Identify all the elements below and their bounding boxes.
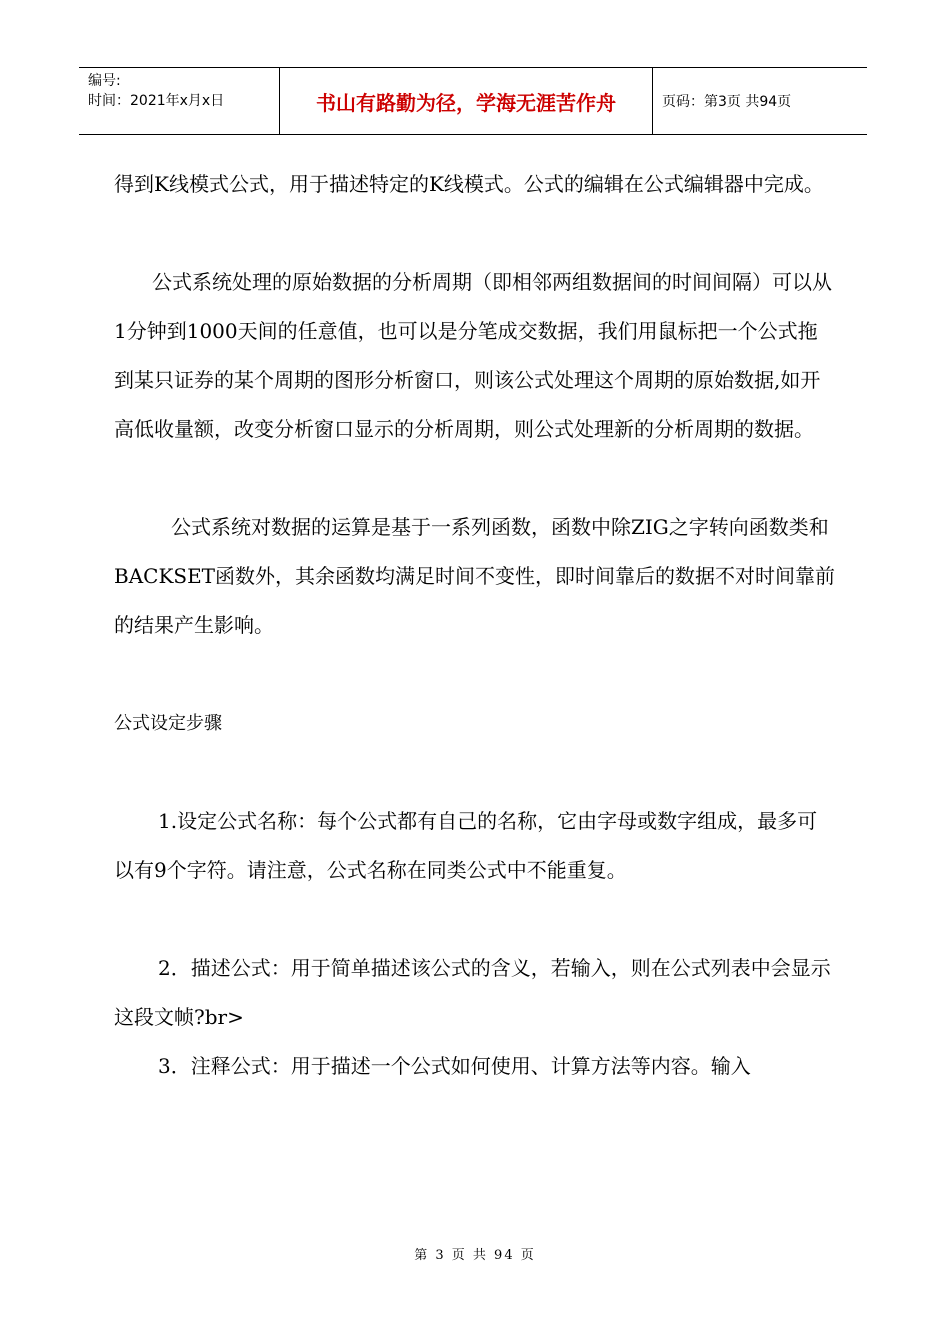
header-page-info: 页码：第3页 共94页: [662, 94, 792, 110]
step-1: 1.设定公式名称：每个公式都有自己的名称，它由字母或数字组成，最多可以有9个字符。请注意，公式名称在同类公式中不能重复。: [114, 809, 818, 882]
paragraph-3: 公式系统对数据的运算是基于一系列函数，函数中除ZIG之字转向函数类和BACKSET函数外，其余函数均满足时间不变性，即时间靠后的数据不对时间靠前的结果产生影响。: [114, 515, 836, 637]
step-2: 2．描述公式：用于简单描述该公式的含义，若输入，则在公式列表中会显示这段文帧?br>: [114, 956, 831, 1029]
page-header: [79, 67, 867, 135]
spacer: [114, 209, 836, 258]
step-3: 3．注释公式：用于描述一个公式如何使用、计算方法等内容。输入: [158, 1054, 751, 1078]
spacer: [114, 454, 836, 503]
time-label: 时间：2021年x月x日: [88, 93, 225, 109]
spacer: [114, 650, 836, 699]
page-footer: 第 3 页 共 94 页: [414, 1248, 536, 1263]
paragraph-1: 得到K线模式公式，用于描述特定的K线模式。公式的编辑在公式编辑器中完成。: [114, 172, 824, 196]
header-meta: [79, 68, 279, 134]
header-motto: 书山有路勤为径，学海无涯苦作舟: [279, 68, 653, 134]
section-heading: 公式设定步骤: [114, 713, 222, 734]
serial-label: 编号:: [88, 73, 121, 89]
document-body: [114, 160, 836, 1091]
paragraph-2: 公式系统处理的原始数据的分析周期（即相邻两组数据间的时间间隔）可以从1分钟到1000天间的任意值，也可以是分笔成交数据，我们用鼠标把一个公式拖到某只证券的某个周期的图形分析窗口，则该公式处理这个周期的原始数据,如开高低收量额，改变分析窗口显示的分析周期，则公式处理新的分析周期的数据。: [114, 270, 832, 441]
spacer: [114, 895, 836, 944]
spacer: [114, 748, 836, 797]
